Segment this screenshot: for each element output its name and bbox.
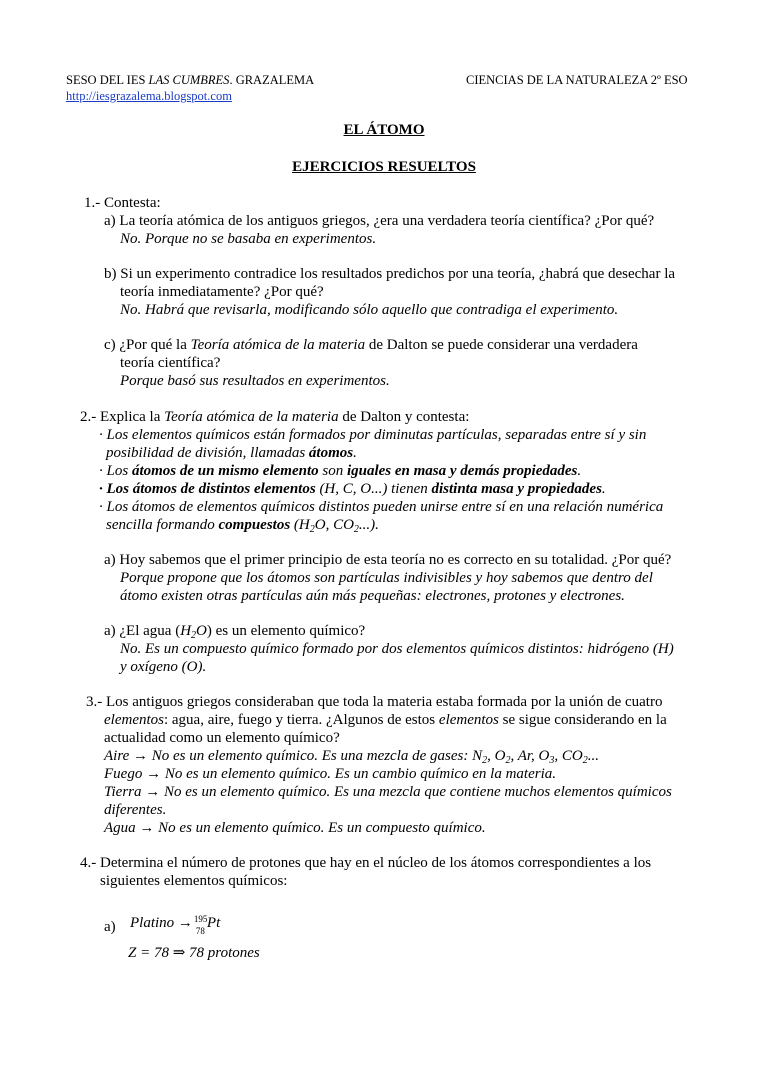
q3-answer-tierra-2: diferentes.: [104, 802, 167, 818]
q2-a1-answer-1: Porque propone que los átomos son partículas indivisibles y hoy sabemos que dentro del: [120, 570, 653, 586]
q1-c-question-2: teoría científica?: [120, 355, 221, 371]
q1-b-question-1: b) Si un experimento contradice los resultados predichos por una teoría, ¿habrá que desechar la: [104, 266, 676, 282]
q2-heading: 2.- Explica la Teoría atómica de la materia de Dalton y contesta:: [80, 409, 470, 425]
header-subject: CIENCIAS DE LA NATURALEZA 2º ESO: [466, 73, 688, 87]
q1-c-answer: Porque basó sus resultados en experimentos.: [120, 373, 390, 389]
isotope-notation: 195 78: [193, 914, 208, 936]
q2-principle-4-line2: sencilla formando compuestos ($H_2O$, $CO_2$...).: [106, 517, 379, 535]
page-subtitle: EJERCICIOS RESUELTOS: [292, 159, 476, 175]
q2-principle-1-line1: · Los elementos químicos están formados por diminutas partículas, separadas entre sí y sin: [99, 427, 647, 443]
q2-a2-question: a) ¿El agua $(H_2O)$ es un elemento químico?: [104, 623, 366, 641]
q2-a1-answer-2: átomo existen otras partículas aún más pequeñas: electrones, protones y electrones.: [120, 588, 625, 604]
q4-a-isotope: Platino → 195 78 Pt: [130, 914, 221, 936]
q4-a-result: Z = 78 ⇒ 78 protones: [128, 945, 260, 961]
q1-b-answer: No. Habrá que revisarla, modificando sólo aquello que contradiga el experimento.: [120, 302, 619, 318]
q2-principle-3: · Los átomos de distintos elementos (H, C, O...) tienen distinta masa y propiedades.: [99, 481, 606, 497]
q2-a2-answer-1: No. Es un compuesto químico formado por dos elementos químicos distintos: hidrógeno (H): [120, 641, 674, 657]
q3-answer-fuego: Fuego → No es un elemento químico. Es un cambio químico en la materia.: [104, 766, 557, 782]
q2-principle-2: · Los átomos de un mismo elemento son iguales en masa y demás propiedades.: [99, 463, 582, 479]
q1-b-question-2: teoría inmediatamente? ¿Por qué?: [120, 284, 324, 300]
q3-line2: elementos: agua, aire, fuego y tierra. ¿Algunos de estos elementos se sigue considerando en la: [104, 712, 667, 728]
q2-principle-4-line1: · Los átomos de elementos químicos distintos pueden unirse entre sí en una relación numérica: [99, 499, 664, 515]
q1-c-question-1: c) ¿Por qué la Teoría atómica de la materia de Dalton se puede considerar una verdadera: [104, 337, 638, 353]
q3-answer-aire: Aire → No es un elemento químico. Es una mezcla de gases: $N_2$, $O_2$, Ar, $O_3$, $CO_2$...: [104, 748, 599, 766]
q3-answer-tierra-1: Tierra → No es un elemento químico. Es una mezcla que contiene muchos elementos químicos: [104, 784, 672, 800]
page-title: EL ÁTOMO: [343, 122, 425, 138]
q4-line1: 4.- Determina el número de protones que hay en el núcleo de los átomos correspondientes a los: [80, 855, 652, 871]
q1-a-question: a) La teoría atómica de los antiguos griegos, ¿era una verdadera teoría científica? ¿Por qué?: [104, 213, 655, 229]
q2-principle-1-line2: posibilidad de división, llamadas átomos.: [106, 445, 357, 461]
q3-line3: actualidad como un elemento químico?: [104, 730, 340, 746]
q4-line2: siguientes elementos químicos:: [100, 873, 288, 889]
q2-a1-question: a) Hoy sabemos que el primer principio de esta teoría no es correcto en su totalidad. ¿Por qué?: [104, 552, 672, 568]
q1-a-answer: No. Porque no se basaba en experimentos.: [120, 231, 377, 247]
q2-a2-answer-2: y oxígeno (O).: [120, 659, 207, 675]
header-blog-link[interactable]: http://iesgrazalema.blogspot.com: [66, 89, 232, 103]
header-school: SESO DEL IES LAS CUMBRES. GRAZALEMA: [66, 73, 315, 87]
q1-heading: 1.- Contesta:: [84, 195, 161, 211]
q4-a-label: a): [104, 919, 116, 935]
q3-answer-agua: Agua → No es un elemento químico. Es un compuesto químico.: [104, 820, 486, 836]
q3-line1: 3.- Los antiguos griegos consideraban que toda la materia estaba formada por la unión de cuatro: [86, 694, 663, 710]
